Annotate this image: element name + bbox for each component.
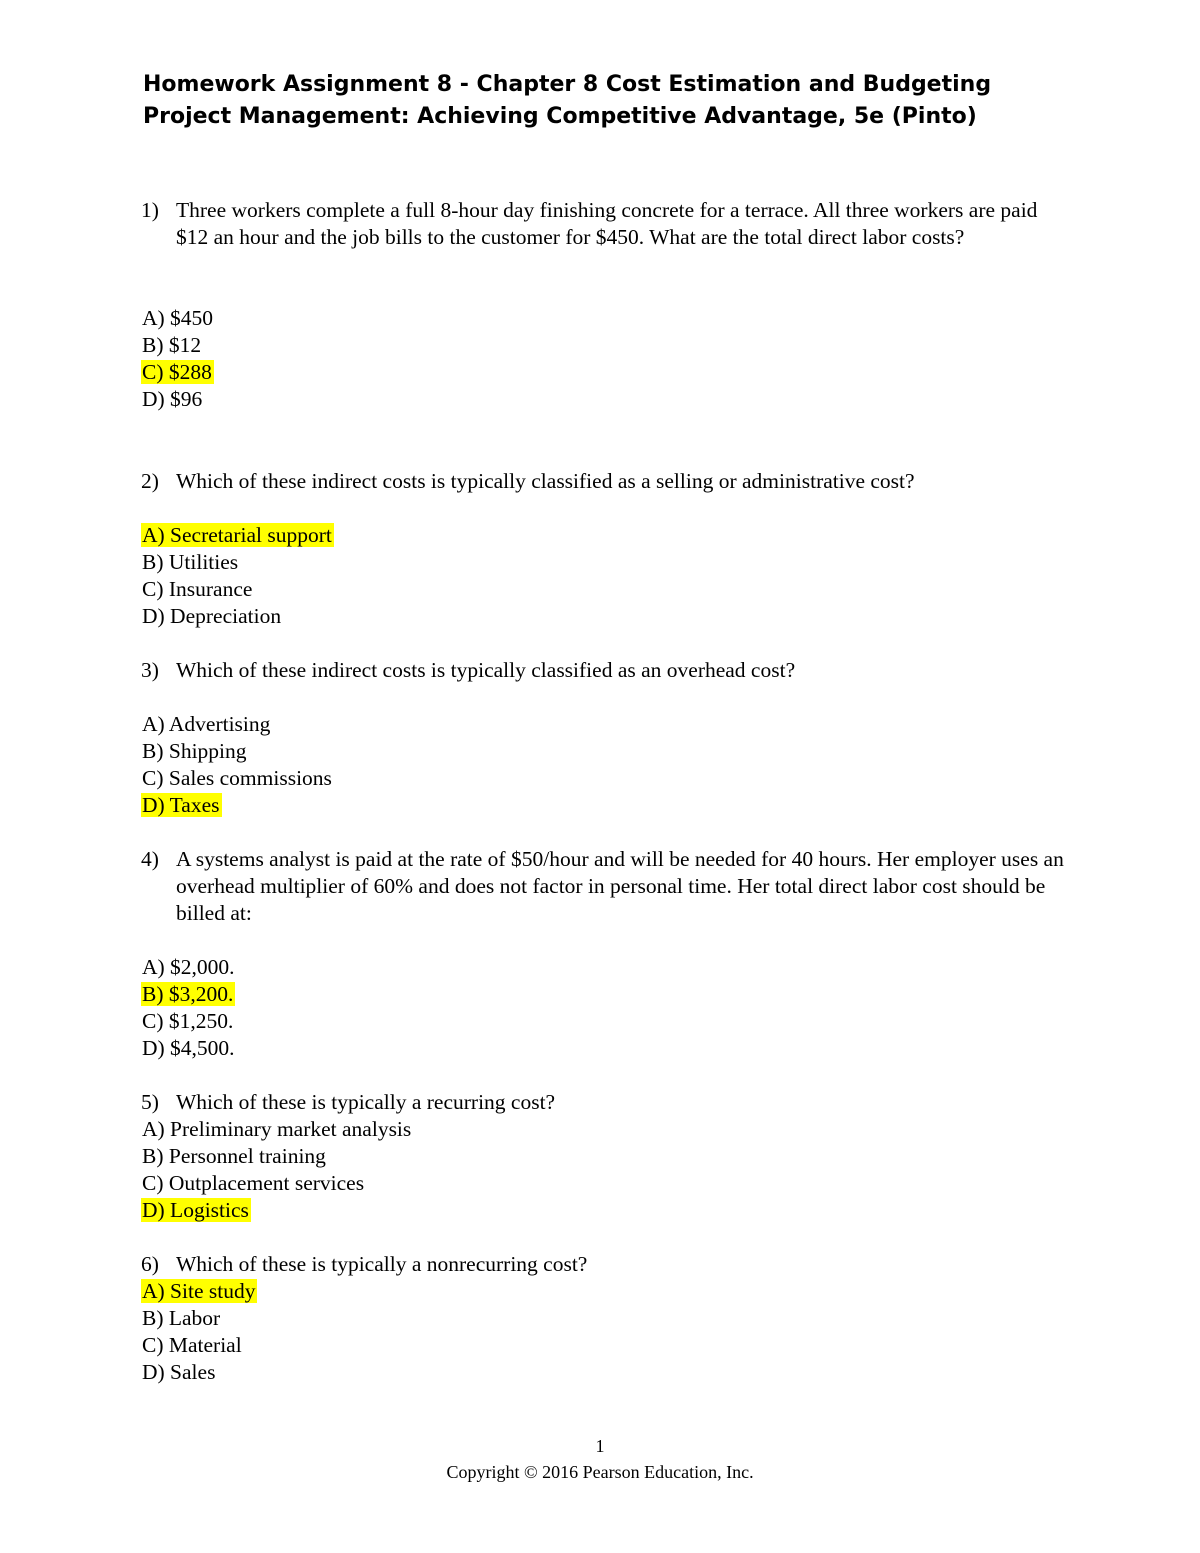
question-6-options [141, 1278, 1071, 1386]
question-number: 2) [141, 469, 159, 493]
option-a: A) Advertising [142, 712, 271, 736]
document-subtitle: Project Management: Achieving Competitive Advantage, 5e (Pinto) [143, 104, 977, 129]
question-text: Three workers complete a full 8-hour day finishing concrete for a terrace. All three workers are paid $12 an hour and the job bills to the customer for $450. What are the total direct labor costs? [176, 198, 1038, 249]
question-2-prompt [141, 468, 1071, 495]
option-c: C) Material [142, 1333, 242, 1357]
question-3-options [141, 711, 1071, 819]
page-number: 1 [595, 1436, 605, 1456]
option-c: C) Sales commissions [142, 766, 332, 790]
option-c-highlighted: C) $288 [142, 360, 212, 384]
question-number: 6) [141, 1252, 159, 1276]
question-4-options [141, 954, 1071, 1062]
option-d: D) $4,500. [142, 1036, 235, 1060]
option-b: B) Utilities [142, 550, 239, 574]
option-a-highlighted: A) Secretarial support [142, 523, 332, 547]
option-a: A) $2,000. [142, 955, 235, 979]
question-2-options [141, 522, 1071, 630]
question-6-prompt [141, 1251, 1071, 1278]
option-b: B) Personnel training [142, 1144, 326, 1168]
copyright-notice: Copyright © 2016 Pearson Education, Inc. [446, 1462, 754, 1482]
option-b-highlighted: B) $3,200. [142, 982, 234, 1006]
question-text: A systems analyst is paid at the rate of $50/hour and will be needed for 40 hours. Her employer uses an overhead multiplier of 60% and does not factor in personal time. Her total direct labor cost should be billed at: [176, 847, 1064, 925]
question-number: 4) [141, 847, 159, 871]
option-b: B) $12 [142, 333, 202, 357]
option-b: B) Labor [142, 1306, 221, 1330]
option-d: D) Depreciation [142, 604, 282, 628]
option-c: C) $1,250. [142, 1009, 234, 1033]
question-text: Which of these indirect costs is typically classified as an overhead cost? [176, 658, 796, 682]
option-d: D) $96 [142, 387, 203, 411]
question-number: 1) [141, 198, 159, 222]
option-a: A) $450 [142, 306, 214, 330]
option-c: C) Outplacement services [142, 1171, 365, 1195]
option-a-highlighted: A) Site study [142, 1279, 256, 1303]
question-5-prompt [141, 1089, 1071, 1116]
question-text: Which of these is typically a nonrecurring cost? [176, 1252, 588, 1276]
question-text: Which of these is typically a recurring cost? [176, 1090, 556, 1114]
question-number: 5) [141, 1090, 159, 1114]
document-title: Homework Assignment 8 - Chapter 8 Cost Estimation and Budgeting [143, 72, 992, 97]
option-d-highlighted: D) Taxes [142, 793, 220, 817]
option-a: A) Preliminary market analysis [142, 1117, 412, 1141]
option-b: B) Shipping [142, 739, 247, 763]
question-3-prompt [141, 657, 1071, 684]
question-4-prompt [141, 846, 1071, 927]
option-c: C) Insurance [142, 577, 253, 601]
question-1-options [141, 305, 1071, 413]
option-d: D) Sales [142, 1360, 216, 1384]
option-d-highlighted: D) Logistics [142, 1198, 249, 1222]
question-1-prompt [141, 197, 1071, 251]
question-number: 3) [141, 658, 159, 682]
question-text: Which of these indirect costs is typically classified as a selling or administrative cost? [176, 469, 915, 493]
question-5-options [141, 1116, 1071, 1224]
